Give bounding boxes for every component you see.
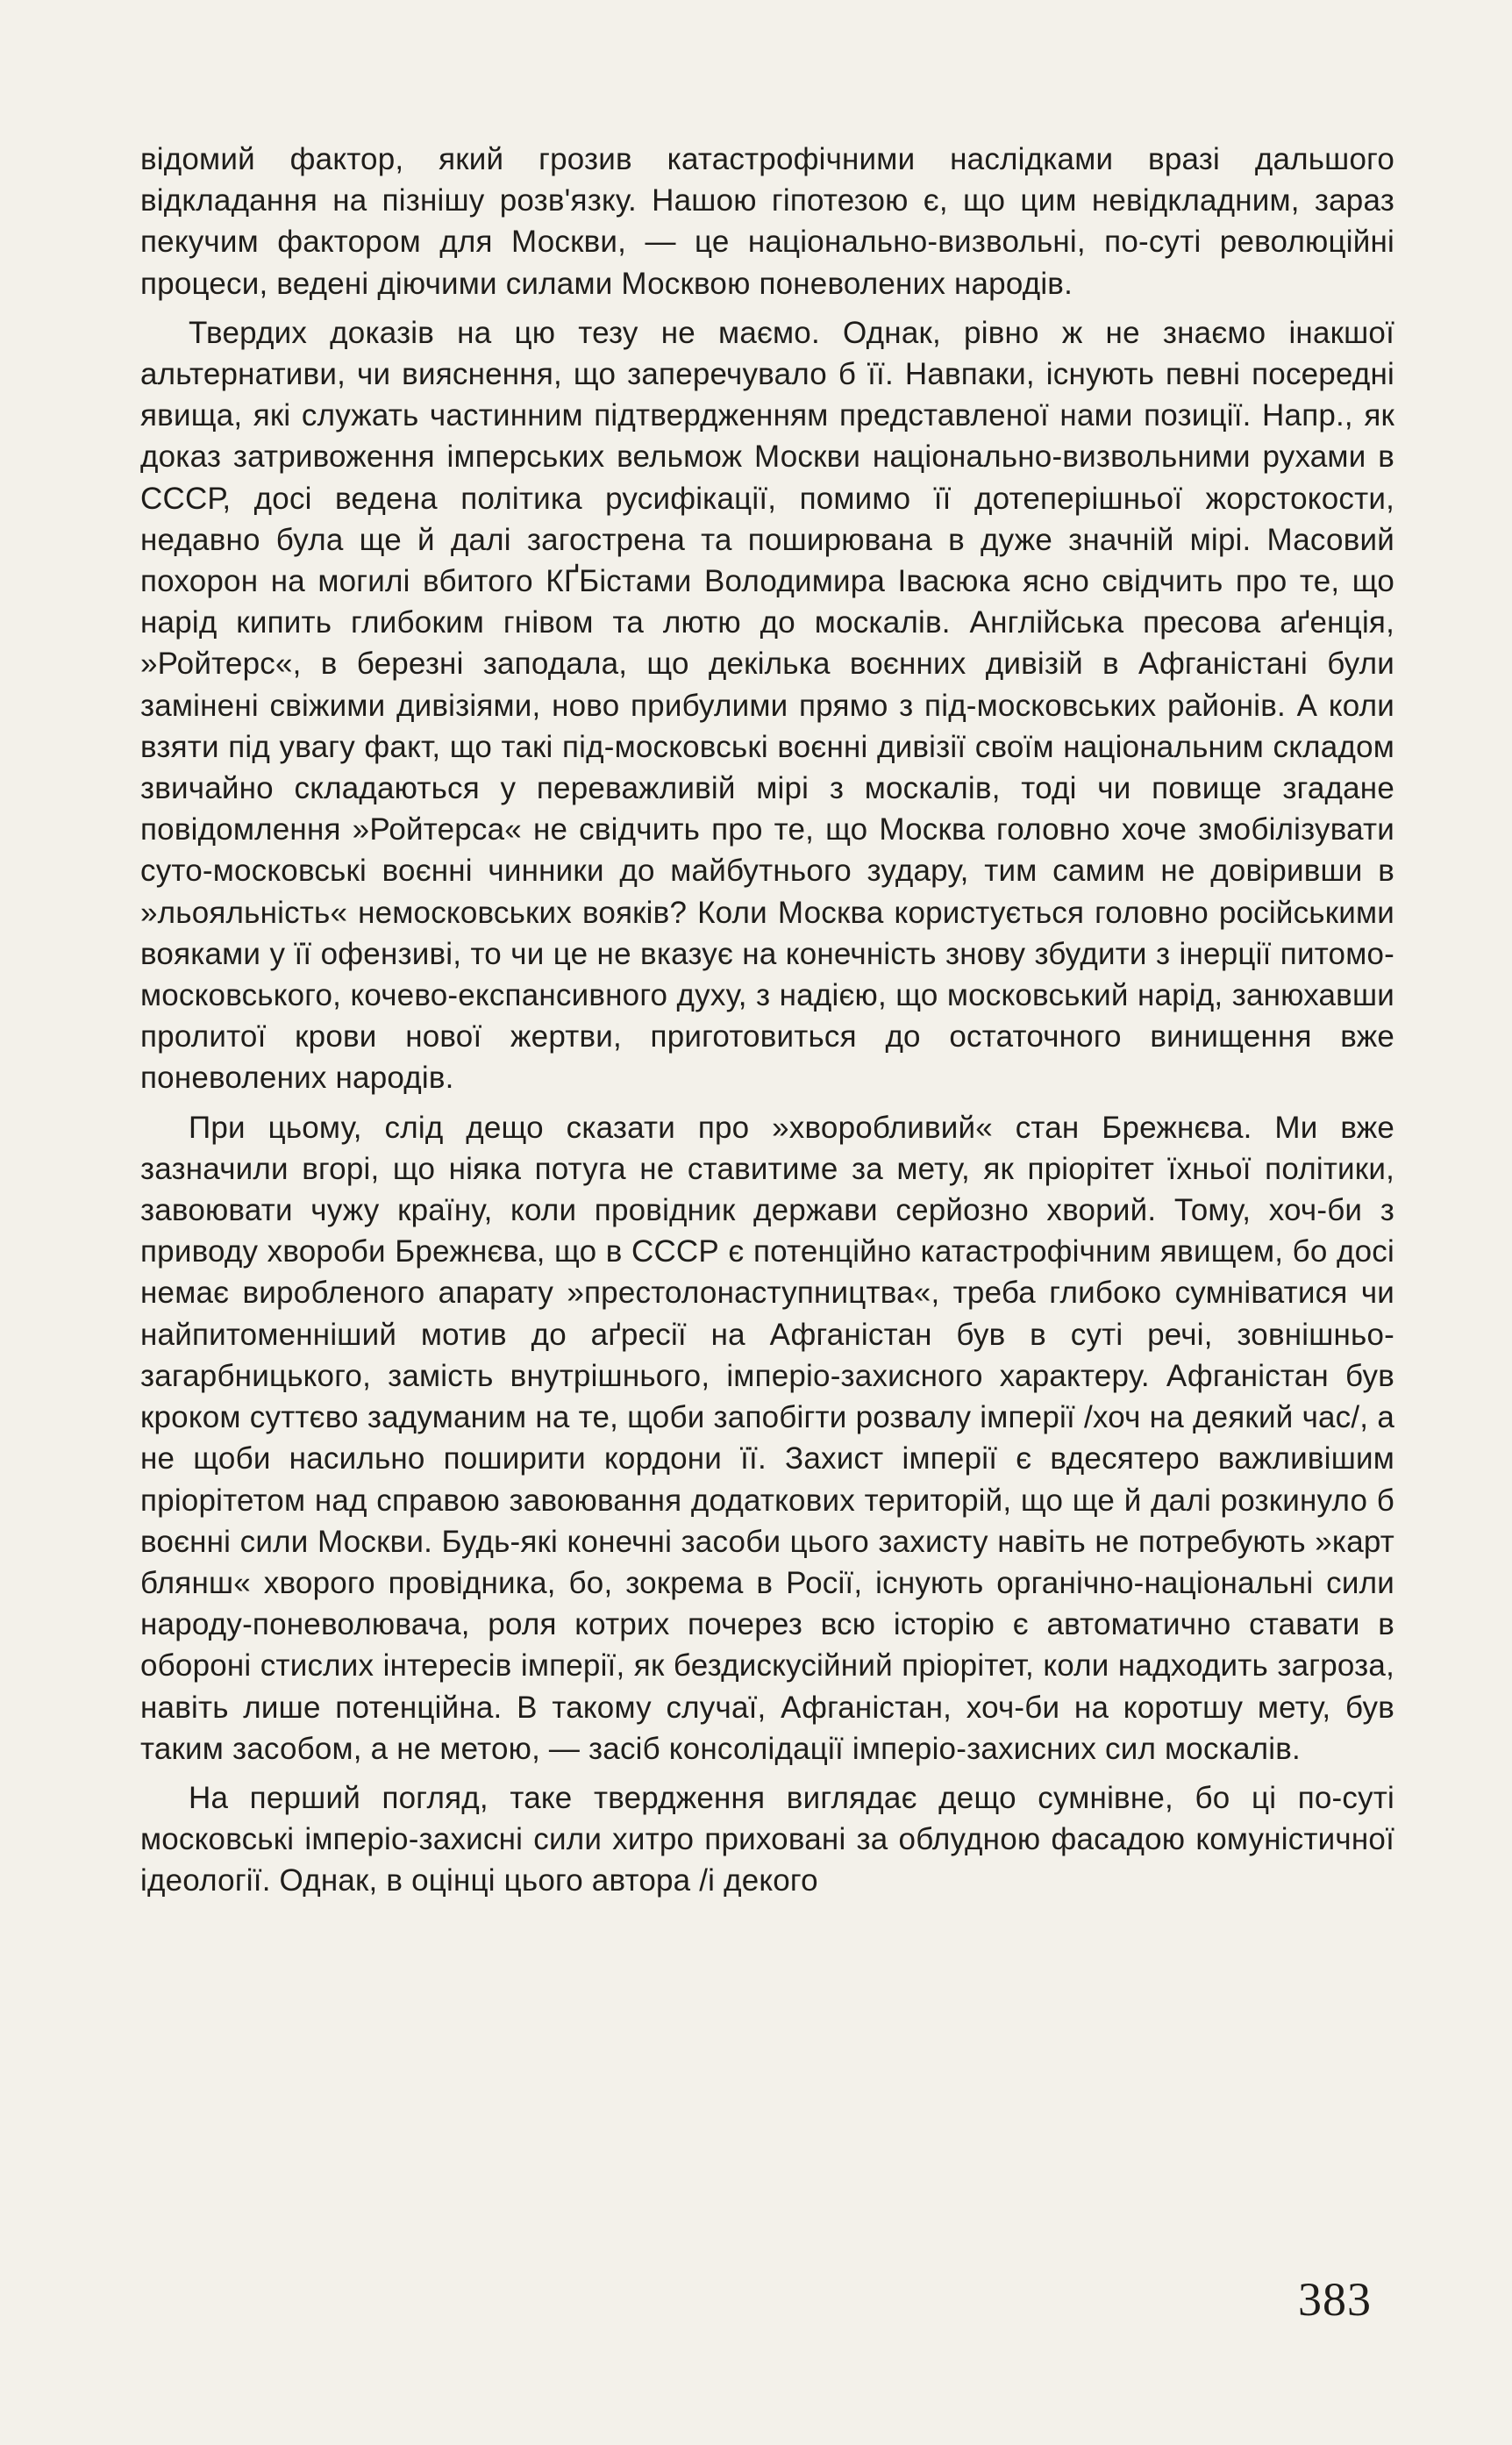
page-number: 383 xyxy=(1298,2273,1372,2326)
body-text xyxy=(140,139,1394,1902)
paragraph-4: На перший погляд, таке твердження виглядає дещо сумнівне, бо ці по-суті московські імперіо-захисні сили хитро приховані за облудною фасадою комуністичної ідеології. Однак, в оцінці цього автора /і декого xyxy=(140,1780,1394,1898)
paragraph-3: При цьому, слід дещо сказати про »хворобливий« стан Брежнєва. Ми вже зазначили вгорі, що ніяка потуга не ставитиме за мету, як пріорітет їхньої політики, завоювати чужу країну, коли провідник держави серйозно хворий. Тому, хоч-би з приводу хвороби Брежнєва, що в СССР є потенційно катастрофічним явищем, бо досі немає виробленого апарату »престолонаступництва«, треба глибоко сумніватися чи найпитоменніший мотив до аґресії на Афганістан був в суті речі, зовнішньо-загарбницького, замість внутрішнього, імперіо-захисного характеру. Афганістан був кроком суттєво задуманим на те, щоби запобігти розвалу імперії /хоч на деякий час/, а не щоби насильно поширити кордони її. Захист імперії є вдесятеро важливішим пріорітетом над справою завоювання додаткових територій, що ще й далі розкинуло б воєнні сили Москви. Будь-які конечні засоби цього захисту навіть не потребують »карт блянш« хворого провідника, бо, зокрема в Росії, існують органічно-національні сили народу-поневолювача, роля котрих почерез всю історію є автоматично ставати в обороні стислих інтересів імперії, як бездискусійний пріорітет, коли надходить загроза, навіть лише потенційна. В такому случаї, Афганістан, хоч-би на коротшу мету, був таким засобом, а не метою, — засіб консолідації імперіо-захисних сил москалів. xyxy=(140,1110,1394,1766)
paragraph-2: Твердих доказів на цю тезу не маємо. Однак, рівно ж не знаємо інакшої альтернативи, чи вияснення, що заперечувало б її. Навпаки, існують певні посередні явища, які служать частинним підтвердженням представленої нами позиції. Напр., як доказ затривоження імперських вельмож Москви національно-визвольними рухами в СССР, досі ведена політика русифікації, помимо її дотеперішньої жорстокости, недавно була ще й далі загострена та поширювана в дуже значній мірі. Масовий похорон на могилі вбитого КҐБістами Володимира Івасюка ясно свідчить про те, що нарід кипить глибоким гнівом та лютю до москалів. Англійська пресова аґенція, »Ройтерс«, в березні заподала, що декілька воєнних дивізій в Афганістані були замінені свіжими дивізіями, ново прибулими прямо з під-московських районів. А коли взяти під увагу факт, що такі під-московські воєнні дивізії своїм національним складом звичайно складаються у переважливій мірі з москалів, тоді чи повище згадане повідомлення »Ройтерса« не свідчить про те, що Москва головно хоче змобілізувати суто-московські воєнні чинники до майбутнього зудару, тим самим не довіривши в »льояльність« немосковських вояків? Коли Москва користується головно російськими вояками у її офензиві, то чи це не вказує на конечність знову збудити з інерції питомо-московського, кочево-експансивного духу, з надією, що московський нарід, занюхавши пролитої крови нової жертви, приготовиться до остаточного винищення вже поневолених народів. xyxy=(140,315,1394,1096)
paragraph-1: відомий фактор, який грозив катастрофічними наслідками вразі дальшого відкладання на пізнішу розв'язку. Нашою гіпотезою є, що цим невідкладним, зараз пекучим фактором для Москви, — це національно-визвольні, по-суті революційні процеси, ведені діючими силами Москвою поневолених народів. xyxy=(140,142,1394,301)
